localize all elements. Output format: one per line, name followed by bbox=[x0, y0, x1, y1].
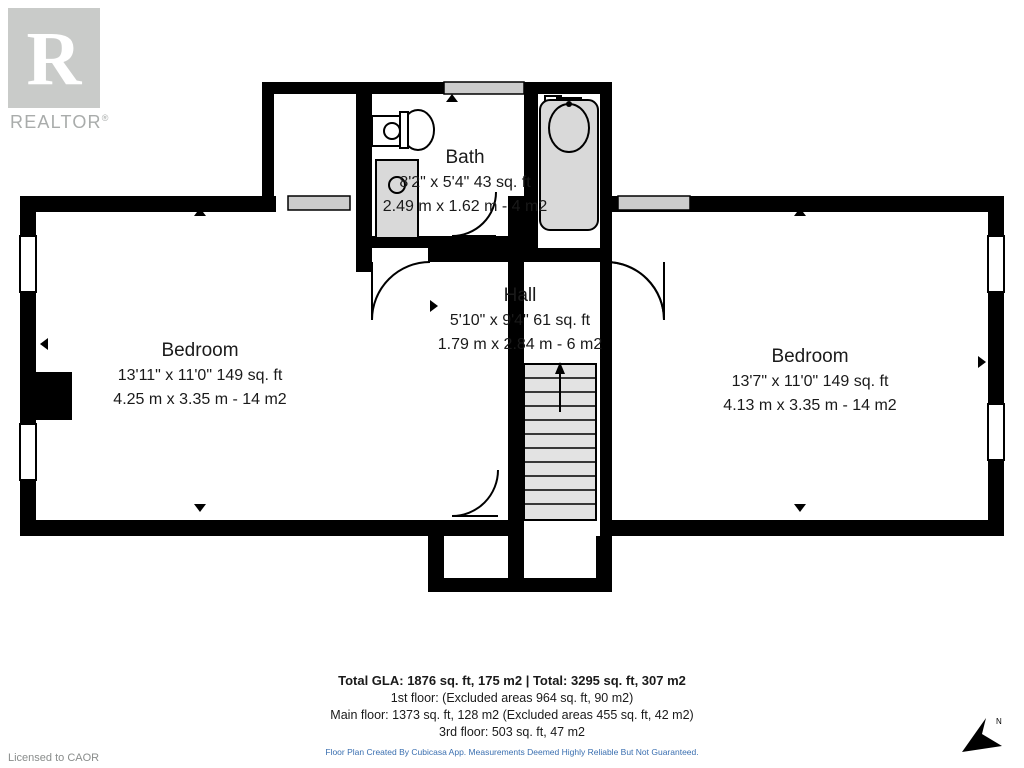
room-dim-metric-bath: 2.49 m x 1.62 m - 4 m2 bbox=[382, 198, 548, 215]
room-dim-imperial-bath: 8'2" x 5'4" 43 sq. ft bbox=[399, 174, 531, 191]
summary-main-floor: Main floor: 1373 sq. ft, 128 m2 (Excluded areas 455 sq. ft, 42 m2) bbox=[330, 708, 694, 722]
realtor-wordmark-text: REALTOR bbox=[10, 112, 102, 132]
shower-stall-icon bbox=[376, 160, 418, 238]
registered-mark: ® bbox=[101, 113, 110, 123]
room-dim-imperial-hall: 5'10" x 9'4" 61 sq. ft bbox=[449, 312, 591, 329]
bathroom-fixtures bbox=[372, 96, 598, 238]
north-arrow-icon bbox=[956, 712, 1008, 756]
realtor-logo-letter: R bbox=[26, 17, 82, 101]
room-dim-metric-bedroom-left: 4.25 m x 3.35 m - 14 m2 bbox=[113, 391, 287, 408]
closet-right-icon bbox=[618, 196, 690, 210]
room-dim-metric-bedroom-right: 4.13 m x 3.35 m - 14 m2 bbox=[723, 397, 897, 414]
licensed-to-text: Licensed to CAOR bbox=[8, 752, 100, 764]
north-arrow-label: N bbox=[996, 717, 1002, 726]
bathtub-icon bbox=[540, 100, 598, 230]
room-name-bedroom-right: Bedroom bbox=[771, 346, 849, 367]
summary-total: Total GLA: 1876 sq. ft, 175 m2 | Total: 3295 sq. ft, 307 m2 bbox=[338, 673, 686, 688]
closet-top-icon bbox=[444, 82, 524, 94]
room-dim-imperial-bedroom-right: 13'7" x 11'0" 149 sq. ft bbox=[731, 373, 889, 390]
closet-left-icon bbox=[288, 196, 350, 210]
walls bbox=[20, 82, 1004, 592]
staircase bbox=[524, 362, 596, 520]
room-name-bath: Bath bbox=[445, 147, 485, 168]
room-dim-imperial-bedroom-left: 13'11" x 11'0" 149 sq. ft bbox=[117, 367, 283, 384]
summary-first-floor: 1st floor: (Excluded areas 964 sq. ft, 90 m2) bbox=[390, 691, 634, 705]
summary-third-floor: 3rd floor: 503 sq. ft, 47 m2 bbox=[439, 725, 585, 739]
room-dim-metric-hall: 1.79 m x 2.84 m - 6 m2 bbox=[437, 336, 603, 353]
closets bbox=[288, 82, 690, 210]
room-name-hall: Hall bbox=[503, 285, 537, 306]
floor-plan-summary bbox=[0, 672, 1024, 758]
summary-credit: Floor Plan Created By Cubicasa App. Measurements Deemed Highly Reliable But Not Guaranteed. bbox=[325, 747, 699, 757]
room-name-bedroom-left: Bedroom bbox=[161, 340, 239, 361]
